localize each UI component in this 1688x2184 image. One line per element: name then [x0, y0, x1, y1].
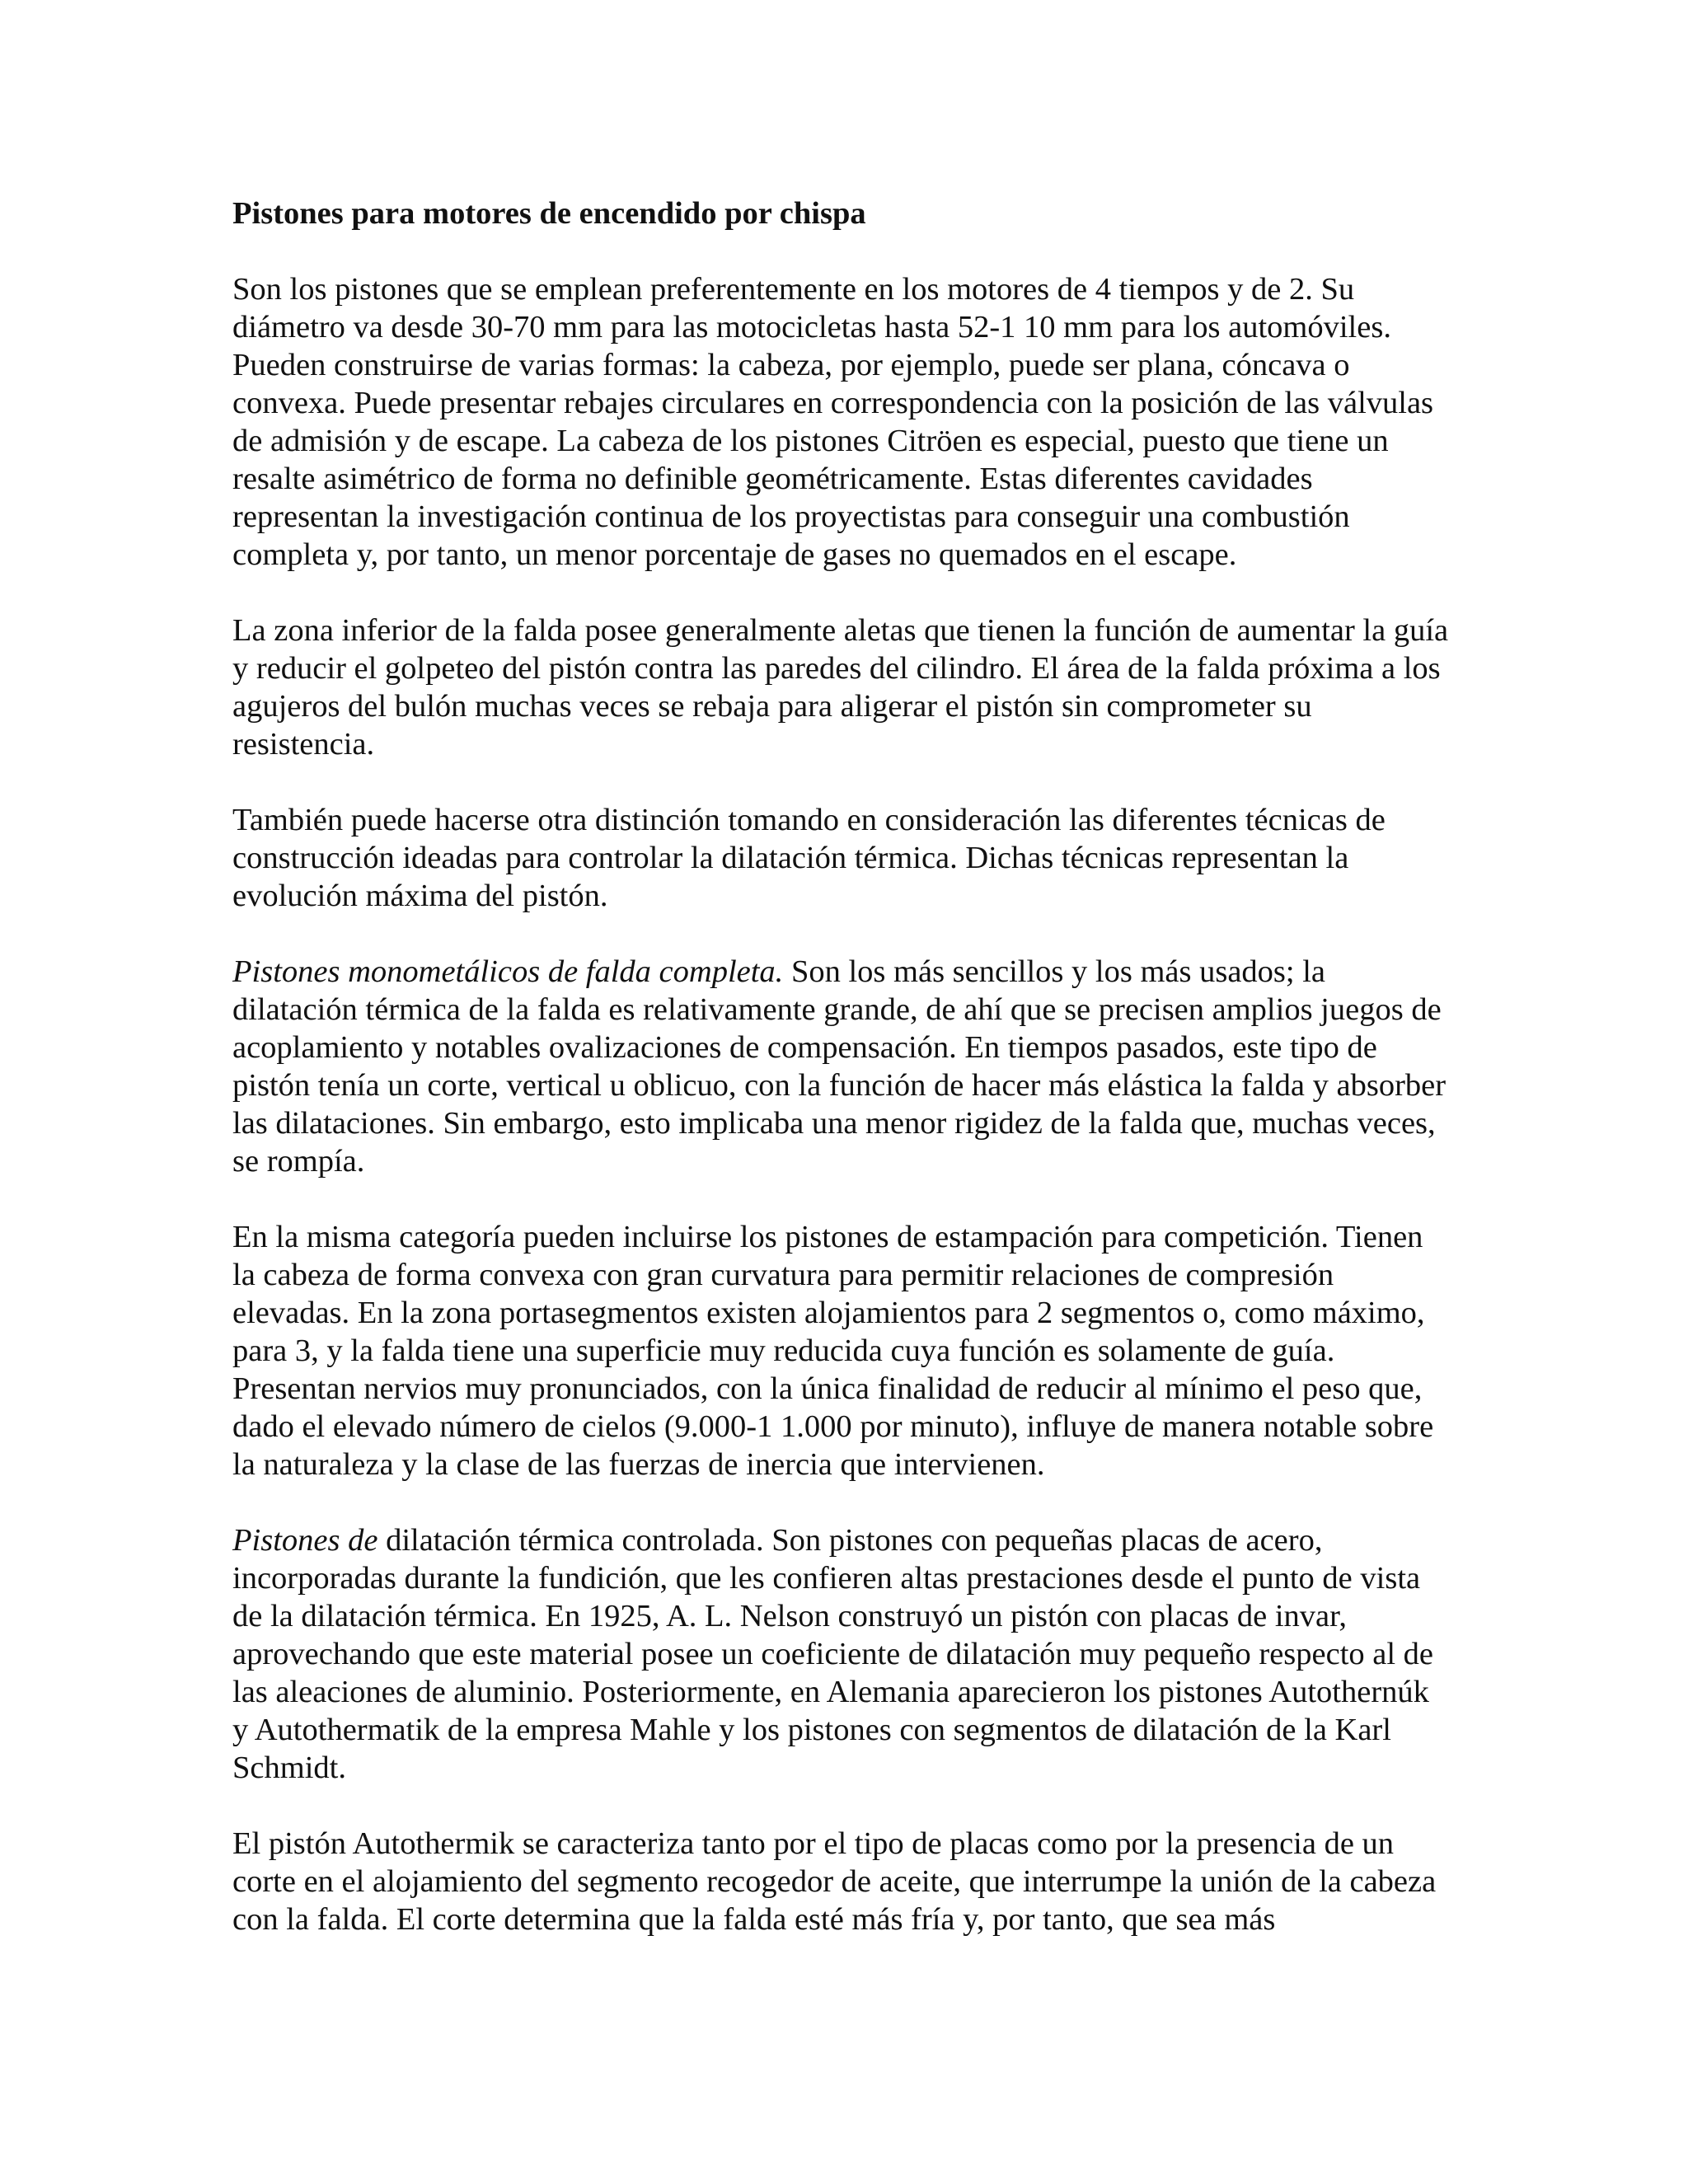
- paragraph-text: También puede hacerse otra distinción tomando en consideración las diferentes técnicas de construcción ideadas para controlar la dilatación térmica. Dichas técnicas representan la evolución máxima del pistón.: [232, 803, 1386, 913]
- paragraph-6: [232, 1521, 1452, 1787]
- paragraph-4: [232, 953, 1452, 1180]
- document-page: [232, 194, 1452, 1938]
- paragraph-1: [232, 270, 1452, 574]
- paragraph-text: El pistón Autothermik se caracteriza tanto por el tipo de placas como por la presencia de un corte en el alojamiento del segmento recogedor de aceite, que interrumpe la unión de la cabeza con la falda. El corte determina que la falda esté más fría y, por tanto, que sea más: [232, 1826, 1437, 1937]
- paragraph-italic-lead: Pistones de: [232, 1523, 378, 1558]
- paragraph-text: dilatación térmica controlada. Son pistones con pequeñas placas de acero, incorporadas durante la fundición, que les confieren altas prestaciones desde el punto de vista de la dilatación térmica. En 1925, A. L. Nelson construyó un pistón con placas de invar, aprovechando que este material posee un coeficiente de dilatación muy pequeño respecto al de las aleaciones de aluminio. Posteriormente, en Alemania aparecieron los pistones Autothernúk y Autothermatik de la empresa Mahle y los pistones con segmentos de dilatación de la Karl Schmidt.: [232, 1523, 1434, 1785]
- paragraph-7: [232, 1825, 1452, 1938]
- paragraph-5: [232, 1218, 1452, 1483]
- paragraph-text: La zona inferior de la falda posee generalmente aletas que tienen la función de aumentar la guía y reducir el golpeteo del pistón contra las paredes del cilindro. El área de la falda próxima a los agujeros del bulón muchas veces se rebaja para aligerar el pistón sin comprometer su resistencia.: [232, 613, 1449, 762]
- paragraph-3: [232, 801, 1452, 915]
- paragraph-text: Son los pistones que se emplean preferentemente en los motores de 4 tiempos y de 2. Su diámetro va desde 30-70 mm para las motocicletas hasta 52-1 10 mm para los automóviles. Pueden construirse de varias formas: la cabeza, por ejemplo, puede ser plana, cóncava o convexa. Puede presentar rebajes circulares en correspondencia con la posición de las válvulas de admisión y de escape. La cabeza de los pistones Citröen es especial, puesto que tiene un resalte asimétrico de forma no definible geométricamente. Estas diferentes cavidades representan la investigación continua de los proyectistas para conseguir una combustión completa y, por tanto, un menor porcentaje de gases no quemados en el escape.: [232, 272, 1434, 572]
- paragraph-2: [232, 612, 1452, 763]
- document-title: Pistones para motores de encendido por chispa: [232, 196, 866, 231]
- paragraph-italic-lead: Pistones monometálicos de falda completa.: [232, 954, 784, 989]
- paragraph-text: En la misma categoría pueden incluirse los pistones de estampación para competición. Tienen la cabeza de forma convexa con gran curvatura para permitir relaciones de compresión elevadas. En la zona portasegmentos existen alojamientos para 2 segmentos o, como máximo, para 3, y la falda tiene una superficie muy reducida cuya función es solamente de guía. Presentan nervios muy pronunciados, con la única finalidad de reducir al mínimo el peso que, dado el elevado número de cielos (9.000-1 1.000 por minuto), influye de manera notable sobre la naturaleza y la clase de las fuerzas de inercia que intervienen.: [232, 1220, 1434, 1482]
- paragraph-text: Son los más sencillos y los más usados; la dilatación térmica de la falda es relativamente grande, de ahí que se precisen amplios juegos de acoplamiento y notables ovalizaciones de compensación. En tiempos pasados, este tipo de pistón tenía un corte, vertical u oblicuo, con la función de hacer más elástica la falda y absorber las dilataciones. Sin embargo, esto implicaba una menor rigidez de la falda que, muchas veces, se rompía.: [232, 954, 1447, 1179]
